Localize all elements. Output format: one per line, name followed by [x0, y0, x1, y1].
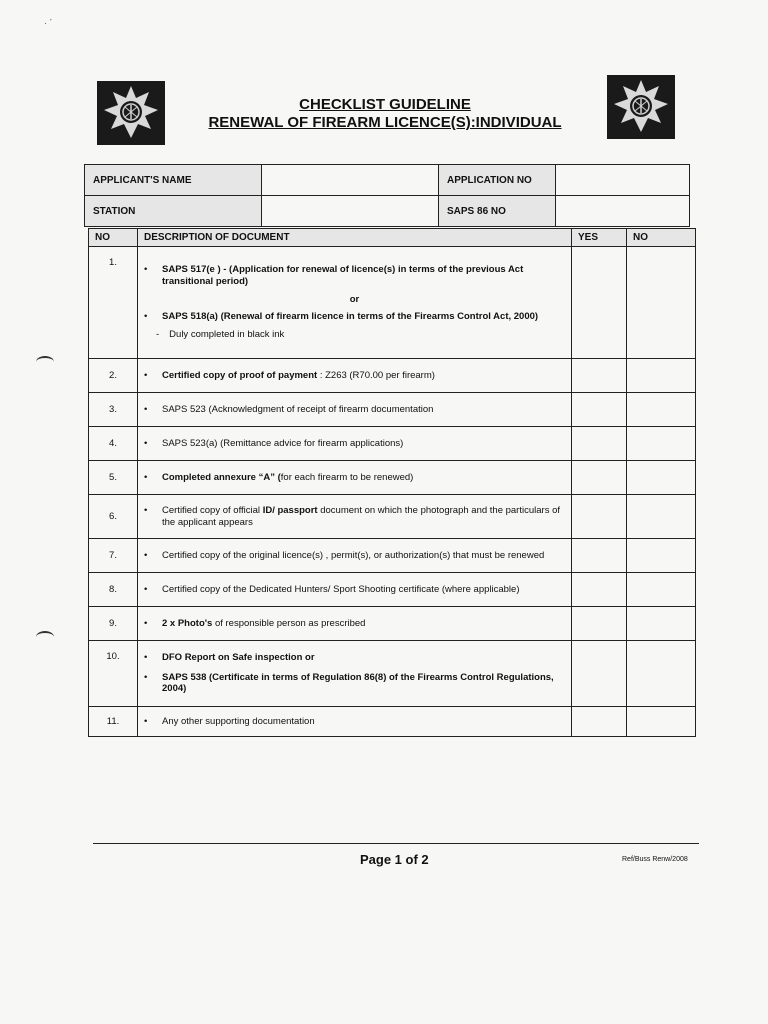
row-number: 8.	[89, 573, 138, 607]
col-header-yes: YES	[572, 229, 627, 247]
no-checkbox-cell[interactable]	[627, 539, 696, 573]
item-text: Certified copy of the Dedicated Hunters/ Sport Shooting certificate (where applicable)	[162, 583, 520, 595]
punch-hole-mark	[36, 356, 54, 368]
yes-checkbox-cell[interactable]	[572, 641, 627, 707]
item-bold-text: 2 x Photo's	[162, 617, 213, 629]
scan-speck: · ´	[44, 18, 53, 28]
row-number: 5.	[89, 461, 138, 495]
table-row	[89, 247, 696, 359]
bullet-icon: •	[144, 263, 148, 275]
table-row	[89, 359, 696, 393]
no-checkbox-cell[interactable]	[627, 461, 696, 495]
yes-checkbox-cell[interactable]	[572, 427, 627, 461]
table-row	[89, 393, 696, 427]
no-checkbox-cell[interactable]	[627, 495, 696, 539]
item-text: SAPS 523 (Acknowledgment of receipt of firearm documentation	[162, 403, 434, 415]
bullet-icon: •	[144, 549, 148, 561]
item-text: : Z263 (R70.00 per firearm)	[317, 369, 435, 381]
document-subtitle: RENEWAL OF FIREARM LICENCE(S):INDIVIDUAL	[208, 114, 562, 131]
row-description	[138, 539, 572, 573]
saps86-label: SAPS 86 NO	[439, 196, 556, 227]
bullet-icon: •	[144, 651, 148, 663]
bullet-icon: •	[144, 504, 148, 516]
row-description	[138, 461, 572, 495]
col-header-no-answer: NO	[627, 229, 696, 247]
item-subtext: Duly completed in black ink	[169, 329, 285, 341]
station-label: STATION	[85, 196, 262, 227]
no-checkbox-cell[interactable]	[627, 573, 696, 607]
dash-icon: -	[156, 329, 160, 341]
row-description	[138, 393, 572, 427]
row-description	[138, 247, 572, 359]
item-bold-text: Certified copy of proof of payment	[162, 369, 318, 381]
col-header-no: NO	[89, 229, 138, 247]
table-row	[89, 427, 696, 461]
yes-checkbox-cell[interactable]	[572, 607, 627, 641]
row-description	[138, 607, 572, 641]
row-description	[138, 427, 572, 461]
no-checkbox-cell[interactable]	[627, 393, 696, 427]
row-number: 11.	[89, 707, 138, 737]
row-number: 4.	[89, 427, 138, 461]
yes-checkbox-cell[interactable]	[572, 495, 627, 539]
row-number: 7.	[89, 539, 138, 573]
bullet-icon: •	[144, 583, 148, 595]
table-row	[89, 573, 696, 607]
row-number: 2.	[89, 359, 138, 393]
bullet-icon: •	[144, 369, 148, 381]
station-field[interactable]	[262, 196, 439, 227]
yes-checkbox-cell[interactable]	[572, 707, 627, 737]
item-bold-text: ID/ passport	[262, 504, 318, 516]
application-no-field[interactable]	[556, 165, 690, 196]
no-checkbox-cell[interactable]	[627, 359, 696, 393]
table-row	[89, 461, 696, 495]
yes-checkbox-cell[interactable]	[572, 359, 627, 393]
row-number: 10.	[89, 641, 138, 707]
document-title: CHECKLIST GUIDELINE	[299, 96, 471, 113]
applicant-name-field[interactable]	[262, 165, 439, 196]
item-bold-text: Completed annexure “A” (	[162, 471, 281, 483]
item-text: SAPS 518(a) (Renewal of firearm licence in terms of the Firearms Control Act, 2000)	[162, 311, 539, 323]
row-number: 9.	[89, 607, 138, 641]
bullet-icon: •	[144, 403, 148, 415]
row-description	[138, 495, 572, 539]
page-number: Page 1 of 2	[360, 852, 429, 867]
bullet-icon: •	[144, 311, 148, 323]
bullet-icon: •	[144, 437, 148, 449]
table-row	[89, 539, 696, 573]
table-row	[89, 707, 696, 737]
yes-checkbox-cell[interactable]	[572, 393, 627, 427]
applicant-name-label: APPLICANT'S NAME	[85, 165, 262, 196]
application-no-label: APPLICATION NO	[439, 165, 556, 196]
or-separator: or	[349, 293, 360, 305]
row-description	[138, 573, 572, 607]
table-row	[89, 641, 696, 707]
saps-emblem-left-logo	[97, 81, 165, 145]
no-checkbox-cell[interactable]	[627, 247, 696, 359]
yes-checkbox-cell[interactable]	[572, 247, 627, 359]
bullet-icon: •	[144, 617, 148, 629]
item-text: document on which the photograph and the particulars of the applicant appears	[162, 504, 561, 528]
punch-hole-mark	[36, 631, 54, 643]
row-number: 1.	[89, 247, 138, 359]
no-checkbox-cell[interactable]	[627, 641, 696, 707]
item-text: Any other supporting documentation	[162, 715, 315, 727]
no-checkbox-cell[interactable]	[627, 427, 696, 461]
footer-divider	[93, 843, 699, 844]
table-row	[89, 607, 696, 641]
no-checkbox-cell[interactable]	[627, 607, 696, 641]
item-text: DFO Report on Safe inspection or	[162, 651, 315, 663]
item-pre-text: Certified copy of official	[162, 504, 263, 516]
bullet-icon: •	[144, 471, 148, 483]
reference-code: Ref/Buss Renw/2008	[622, 856, 688, 863]
item-text: SAPS 517(e ) - (Application for renewal of licence(s) in terms of the previous Act transitional period)	[162, 263, 524, 287]
yes-checkbox-cell[interactable]	[572, 461, 627, 495]
item-text: SAPS 538 (Certificate in terms of Regulation 86(8) of the Firearms Control Regulations, 2004)	[162, 671, 554, 695]
yes-checkbox-cell[interactable]	[572, 573, 627, 607]
row-number: 3.	[89, 393, 138, 427]
saps-emblem-right-logo	[607, 75, 675, 139]
col-header-description: DESCRIPTION OF DOCUMENT	[138, 229, 572, 247]
bullet-icon: •	[144, 671, 148, 683]
item-text: SAPS 523(a) (Remittance advice for firearm applications)	[162, 437, 404, 449]
item-text: of responsible person as prescribed	[212, 617, 366, 629]
row-description	[138, 359, 572, 393]
applicant-info-table	[84, 164, 690, 227]
row-number: 6.	[89, 495, 138, 539]
bullet-icon: •	[144, 715, 148, 727]
no-checkbox-cell[interactable]	[627, 707, 696, 737]
row-description	[138, 641, 572, 707]
item-text: for each firearm to be renewed)	[280, 471, 414, 483]
document-checklist-table	[88, 228, 696, 737]
item-text: Certified copy of the original licence(s) , permit(s), or authorization(s) that must be renewed	[162, 549, 545, 561]
yes-checkbox-cell[interactable]	[572, 539, 627, 573]
row-description	[138, 707, 572, 737]
saps86-field[interactable]	[556, 196, 690, 227]
table-row	[89, 495, 696, 539]
